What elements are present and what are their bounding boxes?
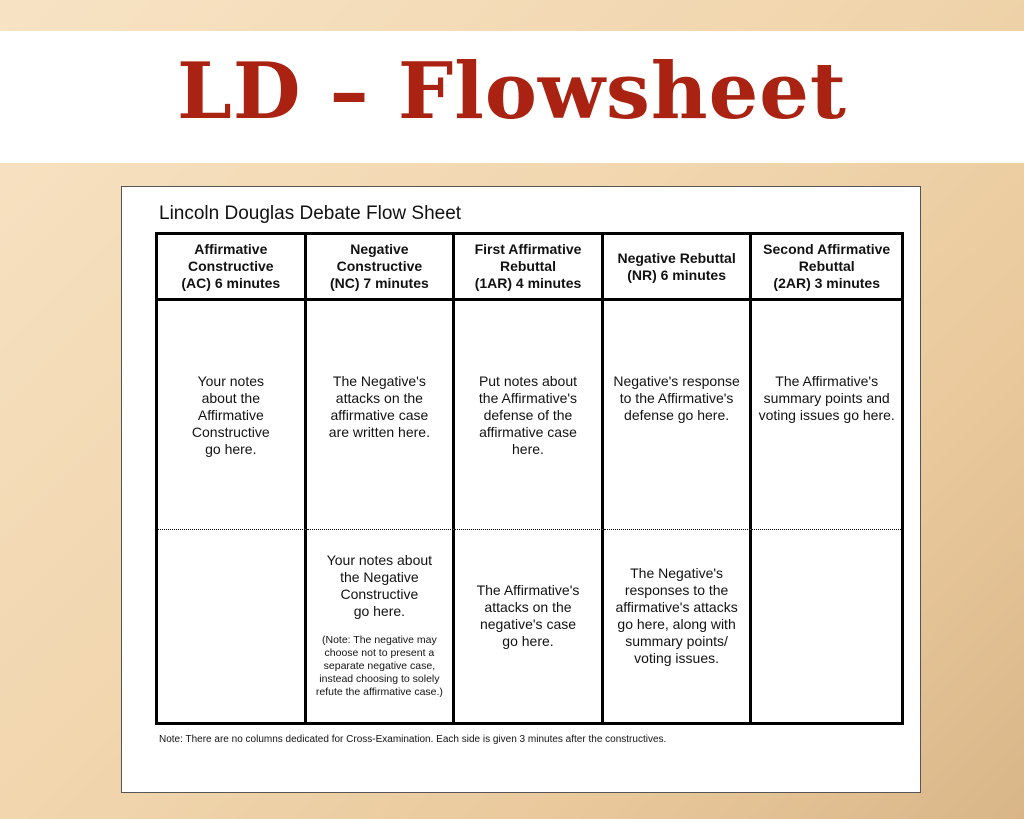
cell-2ar-row2	[752, 530, 901, 722]
flow-sheet	[121, 186, 921, 793]
sheet-title: Lincoln Douglas Debate Flow Sheet	[159, 203, 462, 224]
sheet-footnote: Note: There are no columns dedicated for Cross-Examination. Each side is given 3 minutes after the constructives.	[159, 734, 667, 745]
cell-ac-row2	[158, 530, 307, 722]
cell-1ar-row2: The Affirmative's attacks on the negative's case go here.	[455, 530, 604, 722]
cell-nr-row1: Negative's response to the Affirmative's defense go here.	[604, 301, 753, 530]
cell-ac-row1: Your notes about the Affirmative Constructive go here.	[158, 301, 307, 530]
nc-row2-text: Your notes about the Negative Constructive go here.	[326, 552, 433, 619]
cell-nr-row2: The Negative's responses to the affirmative's attacks go here, along with summary points/ voting issues.	[604, 530, 753, 722]
cell-nc-row2	[307, 530, 456, 722]
nc-row2-note: (Note: The negative may choose not to present a separate negative case, instead choosing to solely refute the affirmative case.)	[315, 634, 443, 698]
slide-title: LD – Flowsheet	[177, 46, 847, 137]
cell-2ar-row1: The Affirmative's summary points and voting issues go here.	[752, 301, 901, 530]
header-2ar: Second Affirmative Rebuttal (2AR) 3 minutes	[752, 235, 901, 301]
header-nr: Negative Rebuttal (NR) 6 minutes	[604, 235, 753, 301]
cell-nc-row1: The Negative's attacks on the affirmative case are written here.	[307, 301, 456, 530]
header-ac: Affirmative Constructive (AC) 6 minutes	[158, 235, 307, 301]
header-1ar: First Affirmative Rebuttal (1AR) 4 minutes	[455, 235, 604, 301]
flow-table	[155, 232, 904, 725]
cell-1ar-row1: Put notes about the Affirmative's defense of the affirmative case here.	[455, 301, 604, 530]
header-nc: Negative Constructive (NC) 7 minutes	[307, 235, 456, 301]
